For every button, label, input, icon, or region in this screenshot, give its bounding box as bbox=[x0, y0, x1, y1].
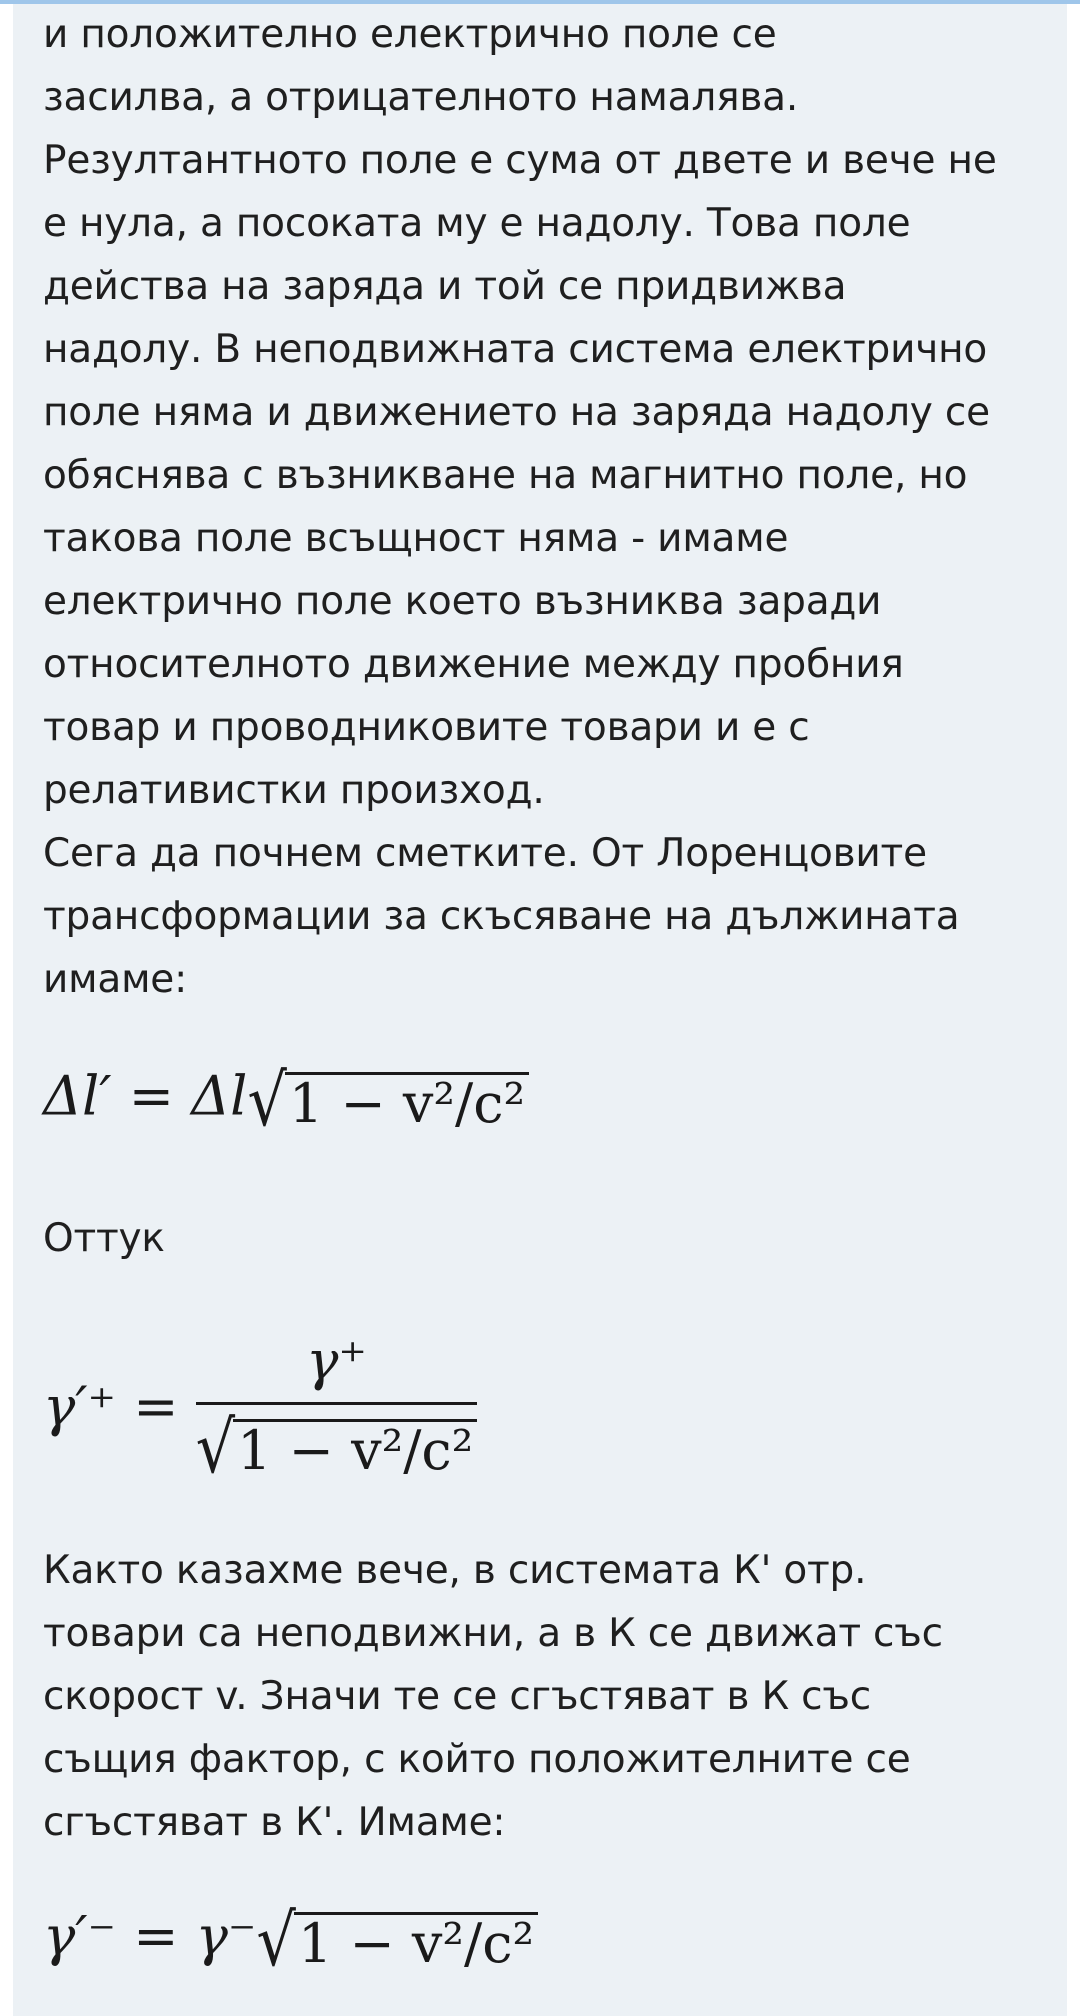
text-line: такова поле всъщност няма - имаме bbox=[43, 516, 789, 561]
equation-length-contraction bbox=[43, 1058, 529, 1143]
paragraph-field-explanation bbox=[43, 4, 1043, 1011]
text-line: Сега да почнем сметките. От Лоренцовите bbox=[43, 831, 927, 876]
numerator: γ⁺ bbox=[306, 1329, 367, 1392]
square-root: √1 − v²/c² bbox=[256, 1904, 538, 1977]
square-root: √1 − v²/c² bbox=[247, 1064, 529, 1137]
radicand: 1 − v²/c² bbox=[233, 1419, 477, 1478]
text-line: относителното движение между пробния bbox=[43, 642, 904, 687]
paragraph-hence bbox=[43, 1207, 1043, 1270]
text-line: същия фактор, с който положителните се bbox=[43, 1737, 911, 1782]
text-line: електрично поле което възниква заради bbox=[43, 579, 882, 624]
eq-factor: γ⁻ bbox=[195, 1904, 257, 1968]
text-line: имаме: bbox=[43, 957, 188, 1002]
article-content bbox=[13, 4, 1067, 2016]
eq-equals: = bbox=[133, 1375, 179, 1438]
text-line: поле няма и движението на заряда надолу се bbox=[43, 390, 990, 435]
eq-factor: Δl bbox=[191, 1064, 248, 1128]
text-line: товар и проводниковите товари и е с bbox=[43, 705, 810, 750]
radicand: 1 − v²/c² bbox=[294, 1912, 538, 1971]
radicand: 1 − v²/c² bbox=[285, 1072, 529, 1131]
paragraph-contraction-note bbox=[43, 1539, 1043, 1854]
text-line: релативистки произход. bbox=[43, 768, 545, 813]
fraction bbox=[195, 1329, 478, 1490]
text-line: Както казахме вече, в системата К' отр. bbox=[43, 1548, 867, 1593]
text-line: обяснява с възникване на магнитно поле, но bbox=[43, 453, 968, 498]
text-line: скорост v. Значи те се сгъстяват в К със bbox=[43, 1674, 872, 1719]
text-line: надолу. В неподвижната система електрично bbox=[43, 327, 988, 372]
text-line: сгъстяват в К'. Имаме: bbox=[43, 1800, 506, 1845]
denominator bbox=[195, 1402, 478, 1490]
text-line: действа на заряда и той се придвижва bbox=[43, 264, 847, 309]
equation-gamma-plus bbox=[43, 1329, 477, 1490]
square-root: √1 − v²/c² bbox=[196, 1411, 478, 1484]
eq-equals: = bbox=[128, 1064, 174, 1128]
eq-lhs: γ′⁺ bbox=[43, 1375, 117, 1438]
text-line: товари са неподвижни, а в К се движат със bbox=[43, 1611, 943, 1656]
text-line: Оттук bbox=[43, 1216, 165, 1261]
eq-lhs: Δl′ bbox=[43, 1064, 112, 1128]
text-line: засилва, а отрицателното намалява. bbox=[43, 75, 799, 120]
equation-gamma-minus bbox=[43, 1898, 538, 1983]
text-line: трансформации за скъсяване на дължината bbox=[43, 894, 960, 939]
eq-lhs: γ′⁻ bbox=[43, 1904, 117, 1968]
text-line: и положително електрично поле се bbox=[43, 12, 777, 57]
eq-equals: = bbox=[133, 1904, 179, 1968]
text-line: Резултантното поле е сума от двете и вече не bbox=[43, 138, 997, 183]
text-line: е нула, а посоката му е надолу. Това поле bbox=[43, 201, 911, 246]
